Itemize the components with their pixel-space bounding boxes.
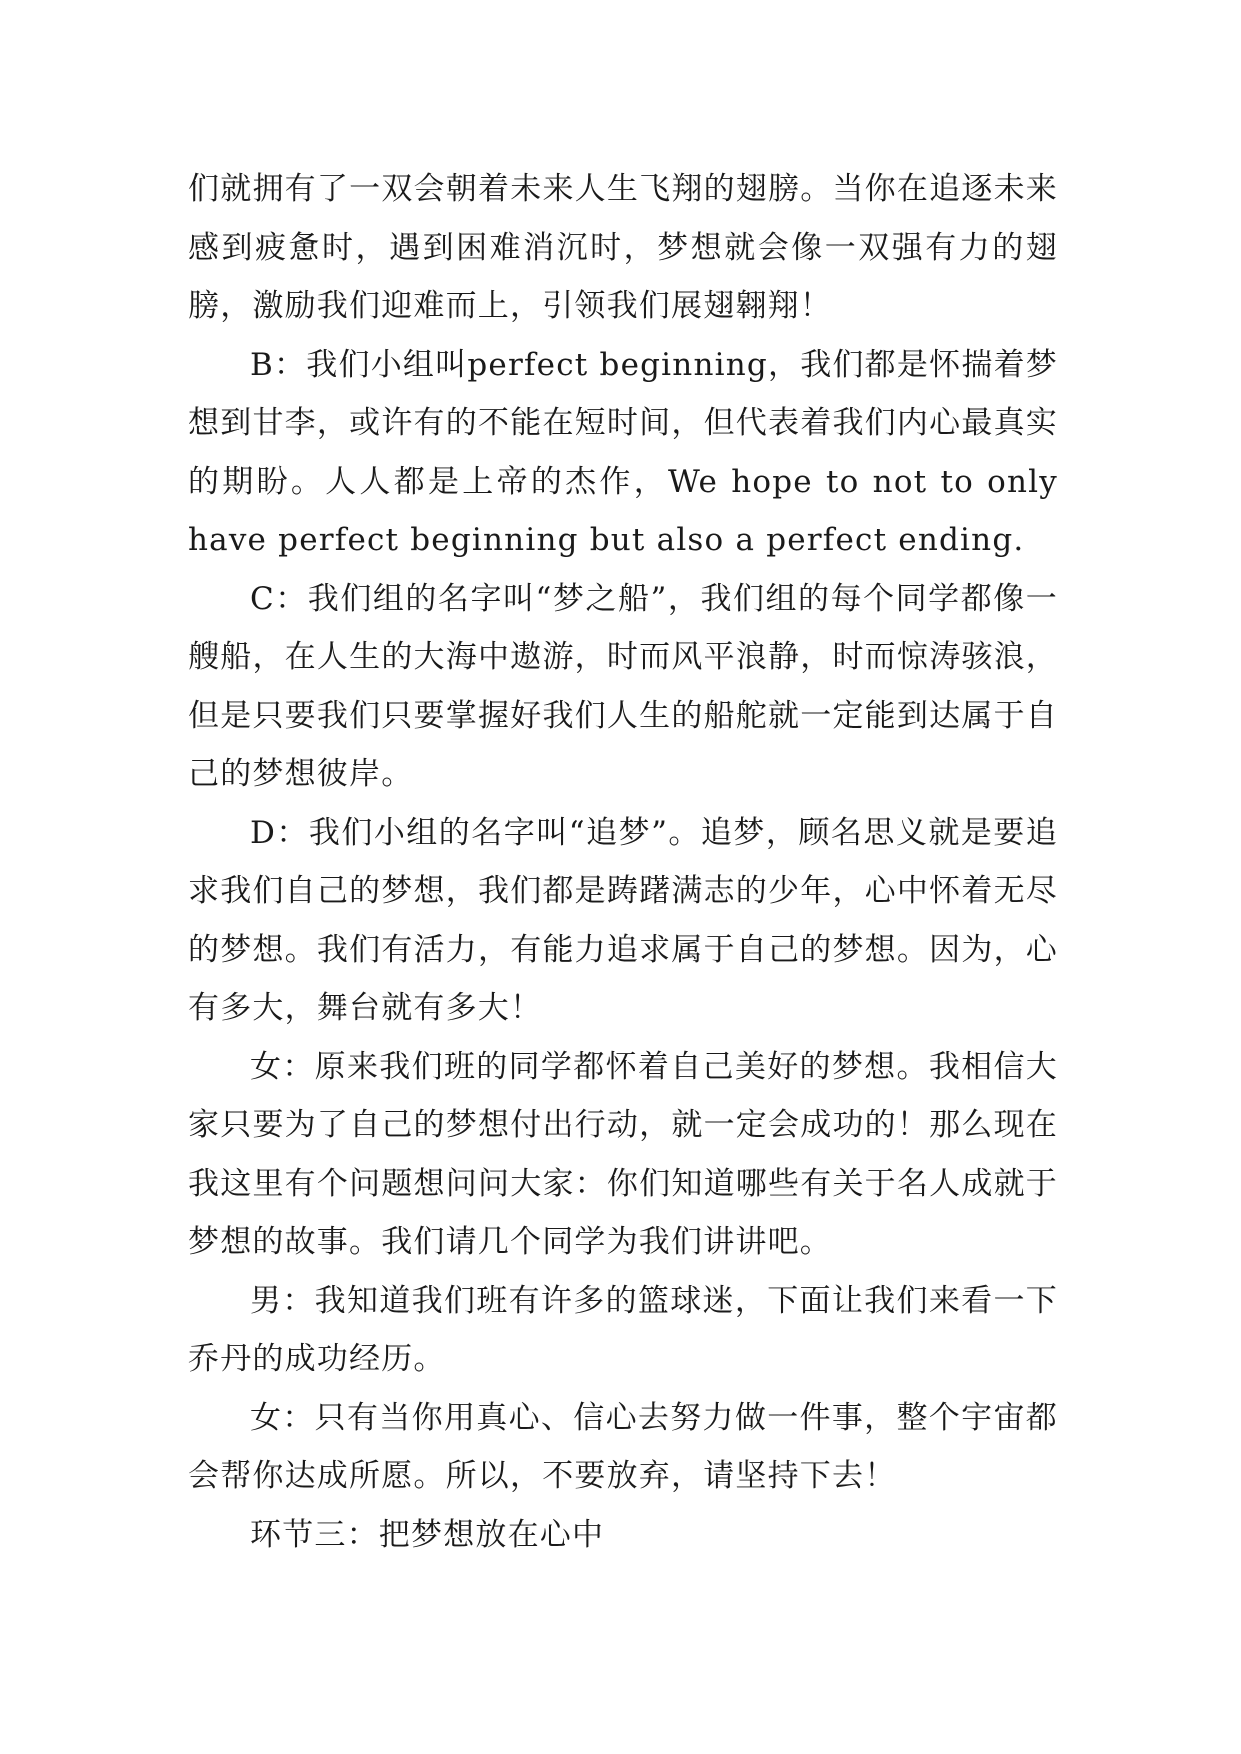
section-heading-part-three: 环节三：把梦想放在心中	[250, 1516, 605, 1553]
paragraph-female-host-1: 女：原来我们班的同学都怀着自己美好的梦想。我相信大家只要为了自己的梦想付出行动，就一定会成功的！那么现在我这里有个问题想问问大家：你们知道哪些有关于名人成就于梦想的故事。我们请几个同学为我们讲讲吧。	[188, 1048, 1058, 1260]
document-body	[188, 160, 1058, 1564]
paragraph-wings: 们就拥有了一双会朝着未来人生飞翔的翅膀。当你在追逐未来感到疲惫时，遇到困难消沉时，梦想就会像一双强有力的翅膀，激励我们迎难而上，引领我们展翅翱翔！	[188, 171, 1058, 324]
paragraph-female-host-2: 女：只有当你用真心、信心去努力做一件事，整个宇宙都会帮你达成所愿。所以，不要放弃，请坚持下去！	[188, 1399, 1058, 1494]
paragraph-group-b: B：我们小组叫perfect beginning，我们都是怀揣着梦想到甘李，或许有的不能在短时间，但代表着我们内心最真实的期盼。人人都是上帝的杰作，We hope to not to only have perfect beginning but also a perfect ending.	[188, 346, 1058, 558]
paragraph-male-host: 男：我知道我们班有许多的篮球迷，下面让我们来看一下乔丹的成功经历。	[188, 1282, 1058, 1377]
paragraph-group-d: D：我们小组的名字叫“追梦”。追梦，顾名思义就是要追求我们自己的梦想，我们都是踌躇满志的少年，心中怀着无尽的梦想。我们有活力，有能力追求属于自己的梦想。因为，心有多大，舞台就有多大！	[188, 814, 1058, 1026]
paragraph-group-c: C：我们组的名字叫“梦之船”，我们组的每个同学都像一艘船，在人生的大海中遨游，时而风平浪静，时而惊涛骇浪，但是只要我们只要掌握好我们人生的船舵就一定能到达属于自己的梦想彼岸。	[188, 580, 1058, 792]
